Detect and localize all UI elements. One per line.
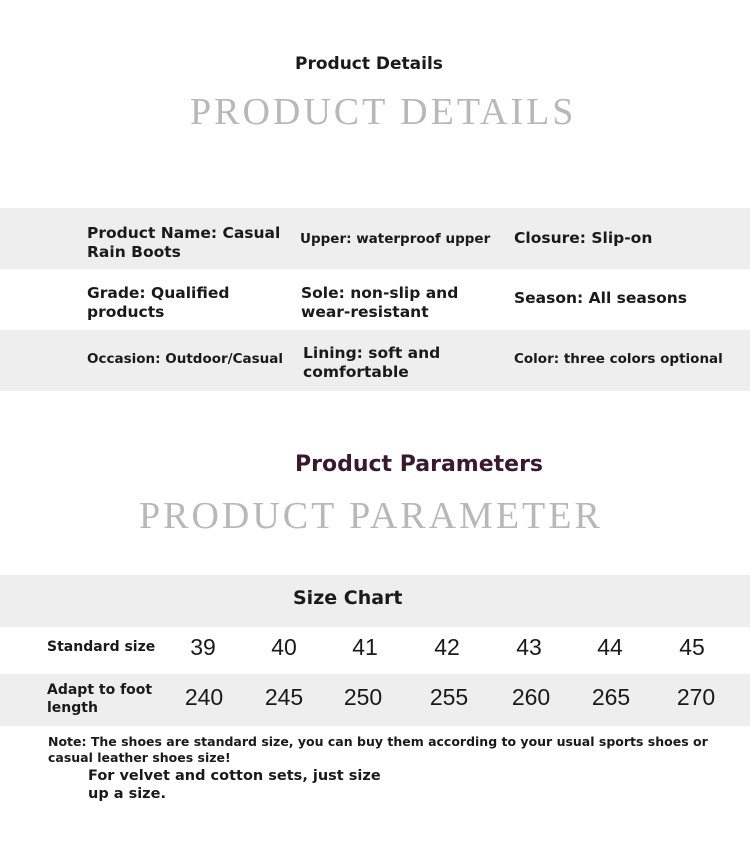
length-cell: 245 (264, 684, 304, 710)
details-title: Product Details (295, 54, 443, 74)
detail-occasion: Occasion: Outdoor/Casual (87, 351, 283, 367)
detail-grade: Grade: Qualified products (87, 284, 230, 321)
size-cell: 41 (352, 634, 378, 660)
parameters-title: Product Parameters (295, 452, 544, 477)
size-cell: 40 (271, 634, 297, 660)
detail-product-name: Product Name: Casual Rain Boots (87, 224, 281, 261)
details-title-big: PRODUCT DETAILS (190, 91, 577, 133)
length-cell: 255 (429, 684, 469, 710)
size-up-note: For velvet and cotton sets, just size up a size. (88, 768, 381, 802)
standard-size-label: Standard size (47, 639, 156, 655)
size-note: Note: The shoes are standard size, you can buy them according to your usual sports shoes or casual leather shoes size! (48, 734, 708, 765)
length-cell: 240 (184, 684, 224, 710)
length-cell: 270 (676, 684, 716, 710)
length-cell: 250 (343, 684, 383, 710)
detail-upper: Upper: waterproof upper (300, 231, 491, 247)
detail-closure: Closure: Slip-on (514, 229, 653, 247)
size-cell: 42 (434, 634, 460, 660)
detail-sole: Sole: non-slip and wear-resistant (301, 284, 459, 321)
length-cell: 260 (511, 684, 551, 710)
foot-length-label: Adapt to foot length (47, 682, 153, 716)
size-chart-title: Size Chart (293, 587, 403, 609)
size-cell: 45 (679, 634, 705, 660)
parameters-title-big: PRODUCT PARAMETER (139, 495, 603, 537)
size-cell: 43 (516, 634, 542, 660)
size-cell: 39 (190, 634, 216, 660)
size-cell: 44 (597, 634, 623, 660)
detail-color: Color: three colors optional (514, 351, 723, 367)
detail-lining: Lining: soft and comfortable (303, 344, 441, 381)
length-cell: 265 (591, 684, 631, 710)
detail-season: Season: All seasons (514, 289, 687, 307)
